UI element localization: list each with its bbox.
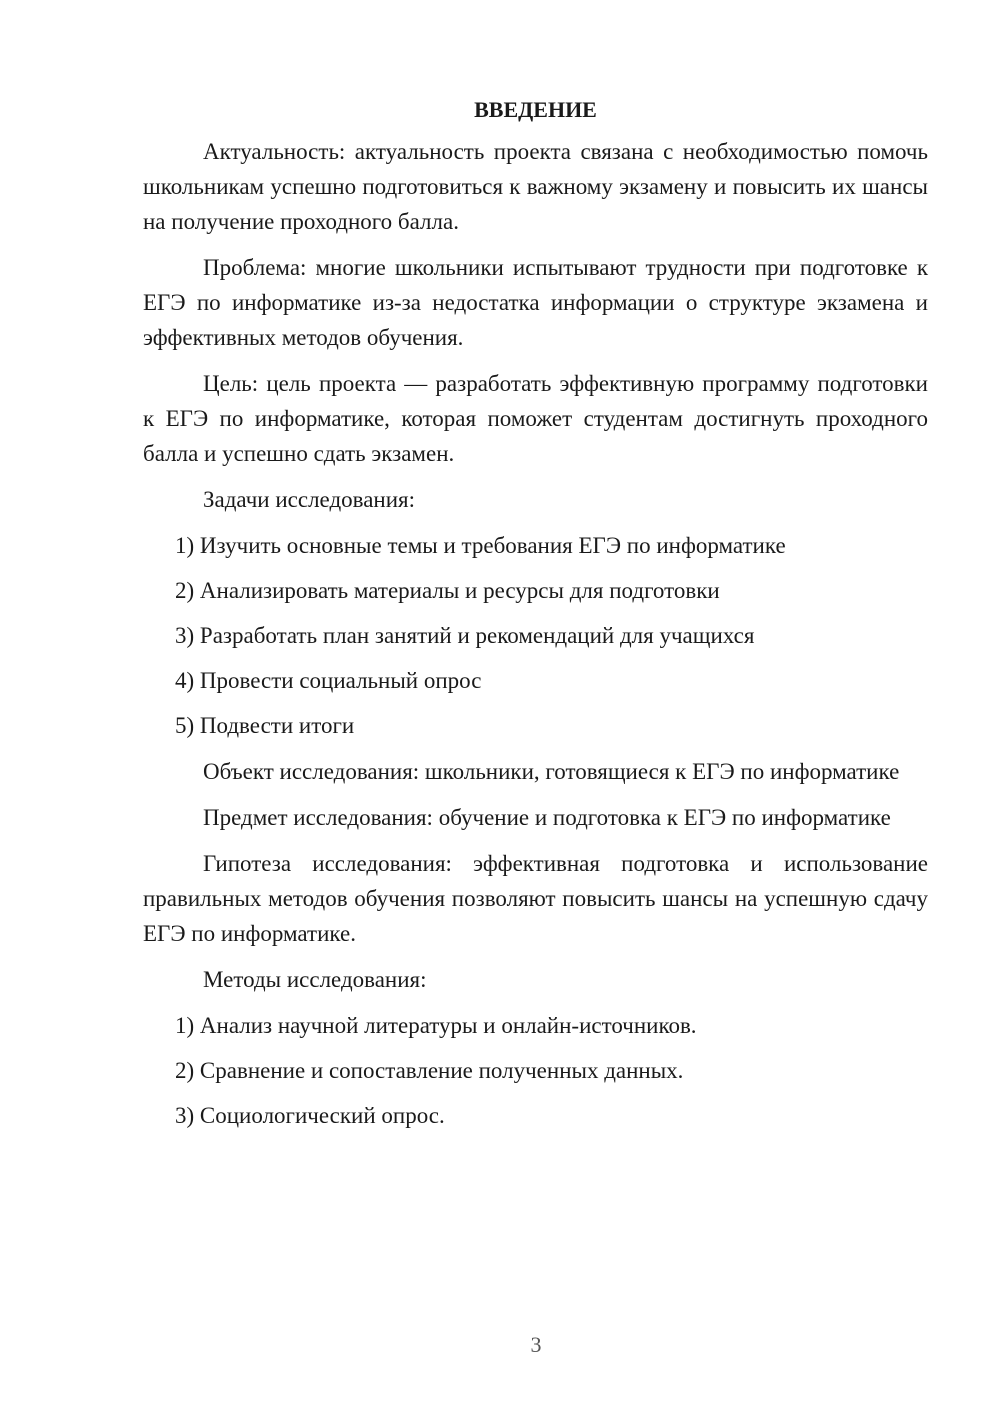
list-item: 3) Социологический опрос. xyxy=(175,1103,445,1128)
list-item: 5) Подвести итоги xyxy=(175,713,355,738)
methods-list xyxy=(143,1008,928,1133)
methods-heading: Методы исследования: xyxy=(203,967,427,992)
tasks-list xyxy=(143,528,928,743)
page-number: 3 xyxy=(530,1332,542,1357)
list-item: 3) Разработать план занятий и рекомендаций для учащихся xyxy=(175,623,755,648)
document-body xyxy=(143,93,928,1144)
section-title: ВВЕДЕНИЕ xyxy=(474,97,597,122)
tasks-heading: Задачи исследования: xyxy=(203,487,416,512)
relevance-paragraph: Актуальность: актуальность проекта связана с необходимостью помочь школьникам успешно подготовиться к важному экзамену и повысить их шансы на получение проходного балла. xyxy=(143,139,928,234)
hypothesis-paragraph: Гипотеза исследования: эффективная подготовка и использование правильных методов обучения позволяют повысить шансы на успешную сдачу ЕГЭ по информатике. xyxy=(143,851,928,946)
object-paragraph: Объект исследования: школьники, готовящиеся к ЕГЭ по информатике xyxy=(203,759,900,784)
goal-paragraph: Цель: цель проекта — разработать эффективную программу подготовки к ЕГЭ по информатике, которая поможет студентам достигнуть проходного балла и успешно сдать экзамен. xyxy=(143,371,928,466)
list-item: 4) Провести социальный опрос xyxy=(175,668,482,693)
problem-paragraph: Проблема: многие школьники испытывают трудности при подготовке к ЕГЭ по информатике из-за недостатка информации о структуре экзамена и эффективных методов обучения. xyxy=(143,255,928,350)
list-item: 2) Анализировать материалы и ресурсы для подготовки xyxy=(175,578,720,603)
list-item: 2) Сравнение и сопоставление полученных данных. xyxy=(175,1058,684,1083)
list-item: 1) Анализ научной литературы и онлайн-источников. xyxy=(175,1013,697,1038)
subject-paragraph: Предмет исследования: обучение и подготовка к ЕГЭ по информатике xyxy=(203,805,891,830)
list-item: 1) Изучить основные темы и требования ЕГЭ по информатике xyxy=(175,533,786,558)
